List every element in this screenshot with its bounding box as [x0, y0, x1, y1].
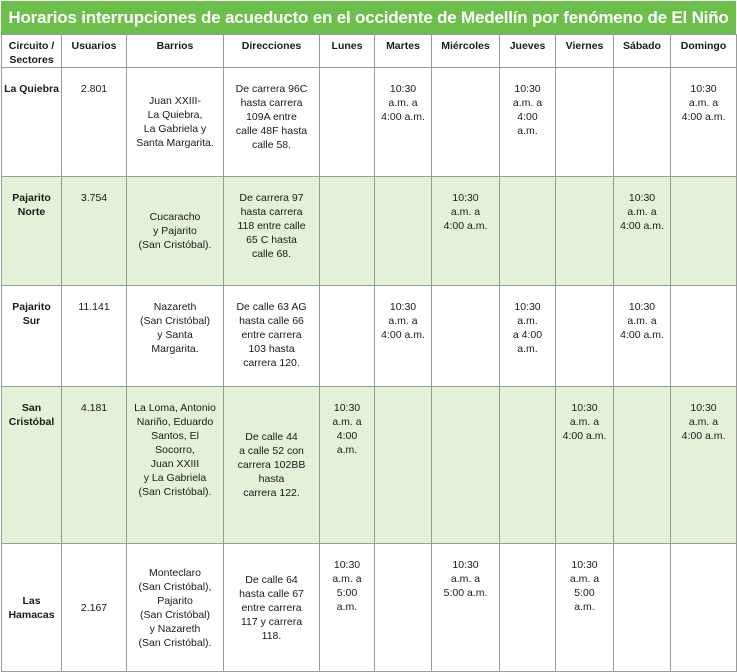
miercoles-cell: [432, 544, 500, 672]
lunes-cell: [320, 544, 375, 672]
barrios-text: Monteclaro (San Cristóbal), Pajarito (San Cristóbal) y Nazareth (San Cristóbal).: [138, 566, 212, 649]
sabado-cell: [614, 286, 671, 387]
users-count: 4.181: [80, 402, 108, 414]
direcciones-text: De carrera 97 hasta carrera 118 entre calle 65 C hasta calle 68.: [237, 192, 306, 260]
page-title: Horarios interrupciones de acueducto en el occidente de Medellín por fenómeno de El Niño: [1, 1, 736, 34]
lunes-cell: [320, 177, 375, 286]
users-cell: [62, 286, 127, 387]
schedule-time: 10:30 a.m. a 4:00 a.m.: [512, 301, 543, 355]
barrios-text: Cucaracho y Pajarito (San Cristóbal).: [138, 211, 212, 251]
domingo-cell: [671, 544, 737, 672]
schedule-time: 10:30 a.m. a 5:00 a.m.: [332, 559, 362, 613]
barrios-cell: [127, 286, 224, 387]
schedule-time: 10:30 a.m. a 4:00 a.m.: [620, 192, 664, 232]
martes-cell: [375, 177, 432, 286]
circuit-cell: [2, 177, 62, 286]
circuit-name: Pajarito Norte: [12, 192, 51, 218]
users-count: 2.167: [80, 601, 108, 614]
jueves-cell: [500, 68, 556, 177]
schedule-time: 10:30 a.m. a 4:00 a.m.: [443, 192, 488, 232]
circuit-cell: [2, 544, 62, 672]
schedule-time: 10:30 a.m. a 4:00 a.m.: [681, 402, 726, 442]
table-row: [2, 68, 737, 177]
header-barrios: Barrios: [127, 35, 224, 68]
users-cell: [62, 68, 127, 177]
schedule-time: 10:30 a.m. a 4:00 a.m.: [512, 83, 543, 137]
schedule-time: 10:30 a.m. a 4:00 a.m.: [381, 83, 425, 123]
martes-cell: [375, 387, 432, 544]
circuit-cell: [2, 387, 62, 544]
barrios-cell: [127, 177, 224, 286]
direcciones-cell: [224, 177, 320, 286]
direcciones-text: De calle 44 a calle 52 con carrera 102BB hasta carrera 122.: [237, 431, 306, 499]
users-count: 11.141: [78, 301, 110, 313]
users-cell: [62, 177, 127, 286]
table-row: [2, 387, 737, 544]
lunes-cell: [320, 68, 375, 177]
domingo-cell: [671, 387, 737, 544]
users-count: 3.754: [80, 192, 108, 204]
table-row: [2, 177, 737, 286]
barrios-cell: [127, 387, 224, 544]
martes-cell: [375, 286, 432, 387]
header-viernes: Viernes: [556, 35, 614, 68]
users-count: 2.801: [80, 83, 108, 95]
header-miercoles: Miércoles: [432, 35, 500, 68]
direcciones-cell: [224, 387, 320, 544]
direcciones-text: De carrera 96C hasta carrera 109A entre calle 48F hasta calle 58.: [235, 83, 308, 151]
viernes-cell: [556, 544, 614, 672]
viernes-cell: [556, 177, 614, 286]
miercoles-cell: [432, 387, 500, 544]
table-row: [2, 286, 737, 387]
domingo-cell: [671, 177, 737, 286]
schedule-time: 10:30 a.m. a 4:00 a.m.: [620, 301, 664, 341]
schedule-time: 10:30 a.m. a 5:00 a.m.: [443, 559, 488, 599]
header-domingo: Domingo: [671, 35, 737, 68]
circuit-cell: [2, 286, 62, 387]
barrios-text: La Loma, Antonio Nariño, Eduardo Santos, El Socorro, Juan XXIII y La Gabriela (San Cristóbal).: [134, 402, 216, 498]
circuit-name: La Quiebra: [4, 83, 59, 95]
sabado-cell: [614, 177, 671, 286]
sabado-cell: [614, 387, 671, 544]
users-cell: [62, 387, 127, 544]
header-sabado: Sábado: [614, 35, 671, 68]
direcciones-text: De calle 64 hasta calle 67 entre carrera 117 y carrera 118.: [239, 573, 304, 642]
domingo-cell: [671, 68, 737, 177]
direcciones-text: De calle 63 AG hasta calle 66 entre carrera 103 hasta carrera 120.: [236, 301, 307, 369]
jueves-cell: [500, 177, 556, 286]
miercoles-cell: [432, 286, 500, 387]
schedule-time: 10:30 a.m. a 4:00 a.m.: [332, 402, 362, 456]
header-lunes: Lunes: [320, 35, 375, 68]
barrios-text: Juan XXIII- La Quiebra, La Gabriela y Santa Margarita.: [136, 95, 214, 149]
circuit-name: Pajarito Sur: [12, 301, 51, 327]
lunes-cell: [320, 387, 375, 544]
direcciones-cell: [224, 544, 320, 672]
barrios-cell: [127, 544, 224, 672]
sabado-cell: [614, 544, 671, 672]
schedule-time: 10:30 a.m. a 4:00 a.m.: [562, 402, 607, 442]
miercoles-cell: [432, 68, 500, 177]
jueves-cell: [500, 286, 556, 387]
jueves-cell: [500, 387, 556, 544]
jueves-cell: [500, 544, 556, 672]
header-martes: Martes: [375, 35, 432, 68]
schedule-time: 10:30 a.m. a 4:00 a.m.: [381, 301, 425, 341]
header-users: Usuarios: [62, 35, 127, 68]
direcciones-cell: [224, 68, 320, 177]
circuit-cell: [2, 68, 62, 177]
header-row: [2, 35, 737, 68]
martes-cell: [375, 68, 432, 177]
header-direcciones: Direcciones: [224, 35, 320, 68]
viernes-cell: [556, 286, 614, 387]
header-circuit: Circuito / Sectores: [2, 35, 62, 68]
barrios-cell: [127, 68, 224, 177]
barrios-text: Nazareth (San Cristóbal) y Santa Margarita.: [139, 301, 211, 355]
circuit-name: Las Hamacas: [8, 594, 55, 621]
schedule-time: 10:30 a.m. a 5:00 a.m.: [569, 559, 600, 613]
schedule-table: [1, 34, 737, 672]
lunes-cell: [320, 286, 375, 387]
circuit-name: San Cristóbal: [8, 402, 55, 428]
header-jueves: Jueves: [500, 35, 556, 68]
direcciones-cell: [224, 286, 320, 387]
viernes-cell: [556, 68, 614, 177]
table-row: [2, 544, 737, 672]
sabado-cell: [614, 68, 671, 177]
schedule-time: 10:30 a.m. a 4:00 a.m.: [681, 83, 726, 123]
schedule-document: [1, 1, 736, 649]
viernes-cell: [556, 387, 614, 544]
martes-cell: [375, 544, 432, 672]
domingo-cell: [671, 286, 737, 387]
miercoles-cell: [432, 177, 500, 286]
users-cell: [62, 544, 127, 672]
